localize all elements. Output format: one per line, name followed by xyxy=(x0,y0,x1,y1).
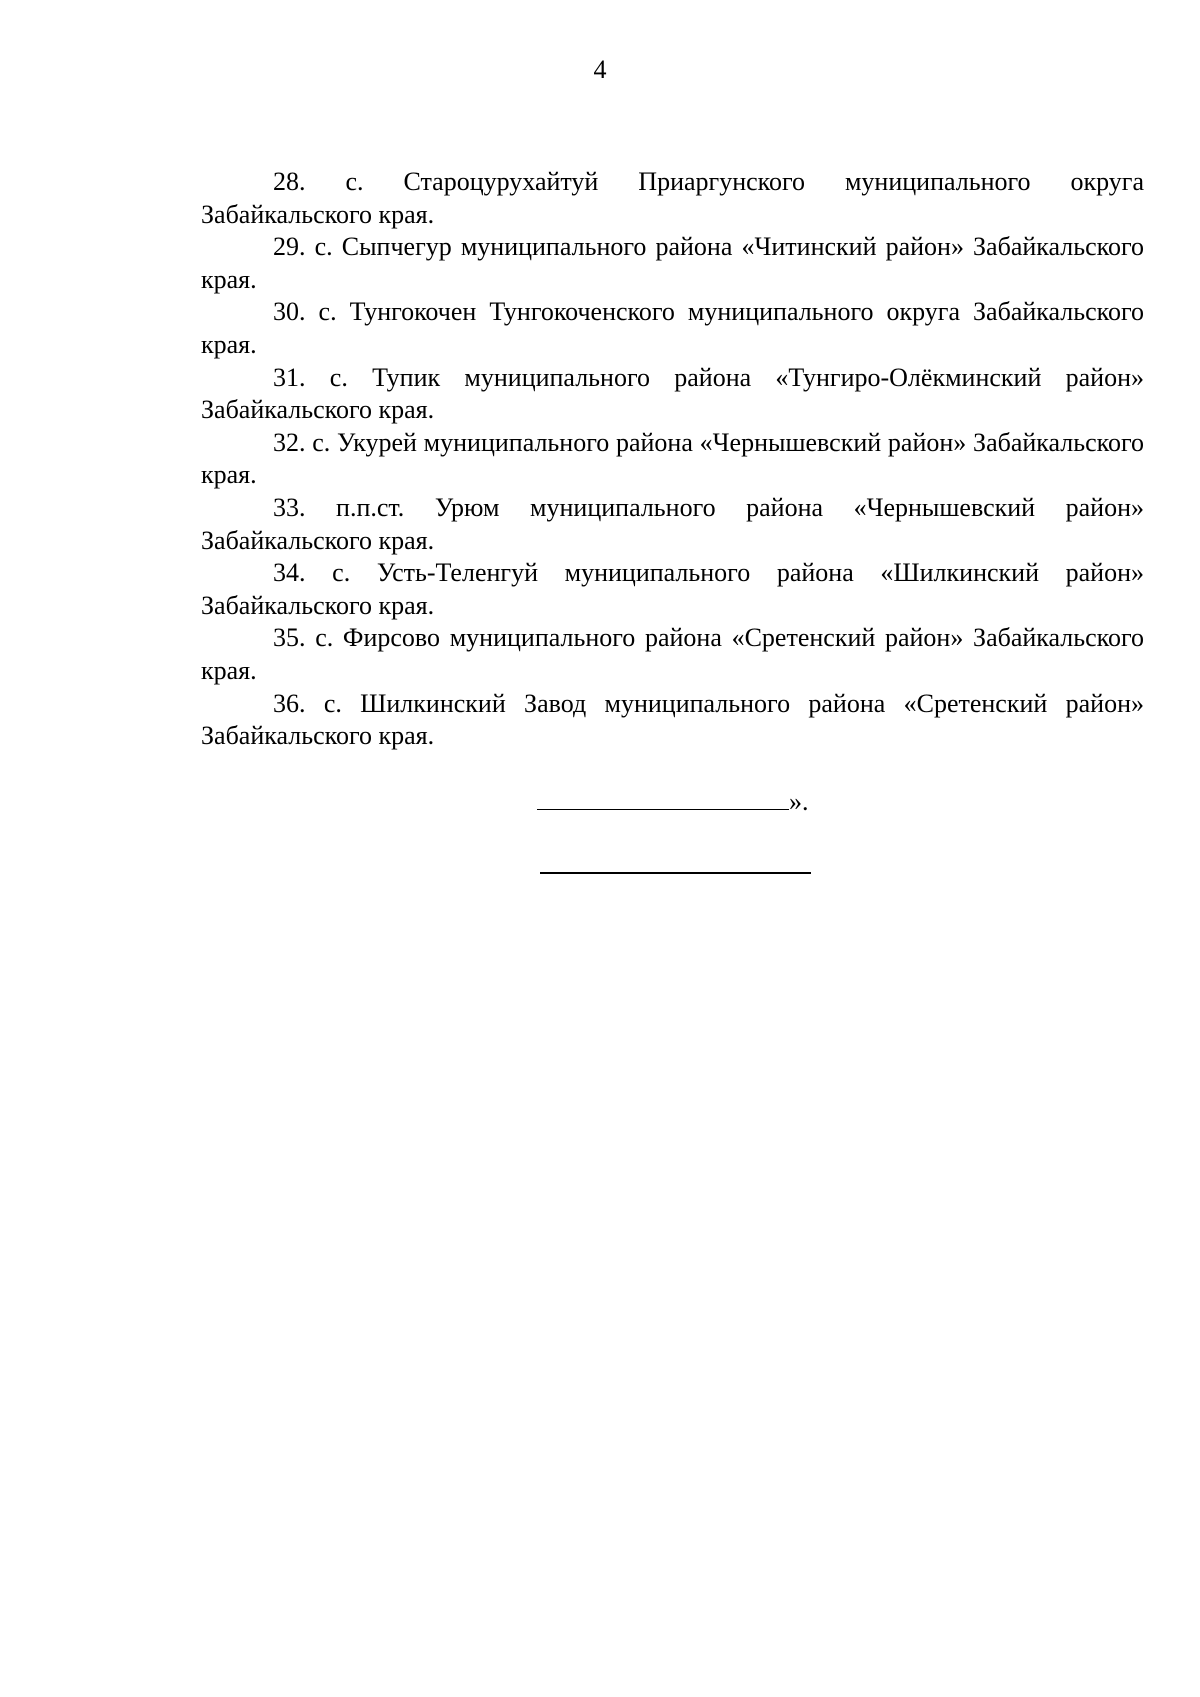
closing-mark xyxy=(537,786,809,818)
end-divider xyxy=(540,872,811,874)
list-item: 28. с. Староцурухайтуй Приаргунского муниципального округа Забайкальского края. xyxy=(201,167,1144,229)
list-item: 35. с. Фирсово муниципального района «Сретенский район» Забайкальского края. xyxy=(201,623,1144,685)
list-item: 36. с. Шилкинский Завод муниципального района «Сретенский район» Забайкальского края. xyxy=(201,688,1144,751)
settlement-list xyxy=(201,166,1144,753)
list-item: 32. с. Укурей муниципального района «Чернышевский район» Забайкальского края. xyxy=(201,427,1144,490)
list-item: 33. п.п.ст. Урюм муниципального района «Чернышевский район» Забайкальского края. xyxy=(201,492,1144,555)
page-number: 4 xyxy=(593,55,607,84)
list-item: 30. с. Тунгокочен Тунгокоченского муниципального округа Забайкальского края. xyxy=(201,297,1144,359)
list-item: 31. с. Тупик муниципального района «Тунгиро-Олёкминский район» Забайкальского края. xyxy=(201,362,1144,425)
list-item: 34. с. Усть-Теленгуй муниципального района «Шилкинский район» Забайкальского края. xyxy=(201,558,1144,620)
closing-underline xyxy=(537,787,789,810)
list-item: 29. с. Сыпчегур муниципального района «Читинский район» Забайкальского края. xyxy=(201,232,1144,294)
closing-quote: ». xyxy=(789,787,809,816)
